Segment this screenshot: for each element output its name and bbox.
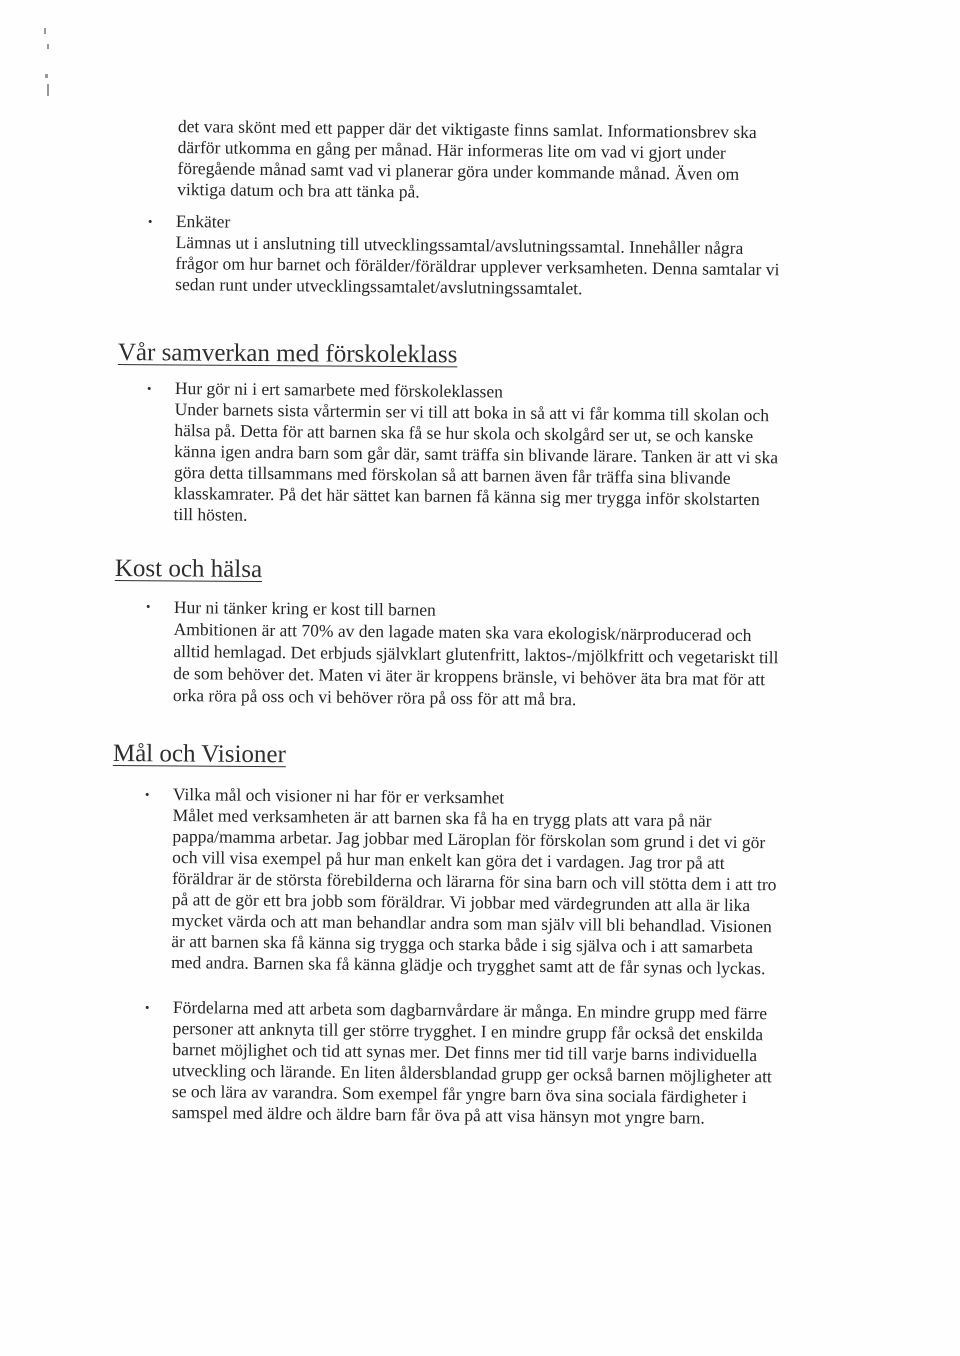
- text-line: föregående månad samt vad vi planerar göra under kommande månad. Även om: [177, 157, 740, 184]
- text-line: utveckling och lärande. En liten åldersblandad grupp ger också barnen möjligheter att: [172, 1059, 772, 1087]
- scan-mark: [47, 84, 49, 96]
- text-line: Fördelarna med att arbeta som dagbarnvårdare är många. En mindre grupp med färre: [172, 997, 768, 1024]
- section-heading-mal-och-visioner: Mål och Visioner: [112, 740, 287, 769]
- text-line: personer att anknyta till ger större trygghet. I en mindre grupp får också det enskilda: [172, 1017, 764, 1045]
- section-heading-kost: Kost och hälsa: [114, 555, 263, 584]
- text-line: Lämnas ut i anslutning till utvecklingssamtal/avslutningssamtal. Innehåller några: [175, 231, 744, 258]
- text-line: de som behöver det. Maten vi äter är kroppens bränsle, vi behöver äta bra mat för att: [173, 662, 766, 690]
- text-line: Målet med verksamheten är att barnen ska få ha en trygg plats att vara på när: [172, 804, 712, 831]
- bullet-item-enkater: [147, 211, 780, 301]
- text-line: till hösten.: [173, 503, 248, 525]
- text-line: se och lära av varandra. Som exempel får yngre barn öva sina sociala färdigheter i: [171, 1080, 747, 1108]
- text-line: göra detta tillsammans med förskolan så att barnen även får träffa sina blivande: [173, 461, 731, 488]
- text-line: alltid hemlagad. Det erbjuds självklart glutenfritt, laktos-/mjölkfritt och vegetariskt till: [173, 640, 779, 668]
- text-line: pappa/mamma arbetar. Jag jobbar med Läroplan för förskolan som grund i det vi gör: [172, 825, 766, 853]
- scan-mark: [45, 74, 48, 78]
- bullet-icon: •: [145, 598, 151, 614]
- text-line: med andra. Barnen ska få känna glädje och trygghet samt att de får synas och lyckas.: [171, 951, 766, 979]
- text-line: hälsa på. Detta för att barnen ska få se hur skola och skolgård ser ut, se och kanske: [174, 419, 754, 447]
- text-line: på att de gör ett bra jobb som föräldrar. Vi jobbar med värdegrunden att alla är lika: [171, 888, 751, 916]
- bullet-title: Vilka mål och visioner ni har för er verksamhet: [172, 784, 505, 808]
- text-line: orka röra på oss och vi behöver röra på oss för att må bra.: [172, 684, 577, 710]
- scan-mark: [47, 44, 49, 49]
- text-line: viktiga datum och bra att tänka på.: [177, 178, 420, 202]
- text-line: klasskamrater. På det här sättet kan barnen få känna sig mer trygga inför skolstarten: [173, 482, 760, 510]
- text-line: samspel med äldre och äldre barn får öva på att visa hänsyn mot yngre barn.: [171, 1101, 705, 1128]
- text-line: frågor om hur barnet och förälder/föräldrar upplever verksamheten. Denna samtalar vi: [175, 252, 780, 280]
- bullet-icon: •: [144, 786, 150, 802]
- section-heading-samverkan: Vår samverkan med förskoleklass: [117, 338, 458, 369]
- bullet-title: Hur gör ni i ert samarbete med förskoleklassen: [174, 378, 504, 402]
- bullet-item-forskoleklass: [146, 378, 779, 531]
- bullet-item-fordelar: [144, 997, 773, 1129]
- scan-mark: [44, 28, 46, 34]
- text-line: sedan runt under utvecklingssamtalet/avslutningssamtalet.: [175, 273, 583, 299]
- text-line: därför utkomma en gång per månad. Här informeras lite om vad vi gjort under: [177, 136, 726, 163]
- bullet-icon: •: [146, 380, 152, 396]
- text-line: Ambitionen är att 70% av den lagade maten ska vara ekologisk/närproducerad och: [173, 618, 752, 646]
- intro-paragraph: [177, 116, 757, 206]
- bullet-title: Enkäter: [175, 211, 231, 232]
- bullet-icon: •: [144, 999, 150, 1015]
- text-line: föräldrar är de största förebilderna och lärarna för sina barn och vill stötta dem i att tro: [171, 867, 777, 895]
- text-line: barnet möjlighet och tid att synas mer. Det finns mer tid till varje barns individuella: [172, 1038, 758, 1066]
- bullet-item-mal: [144, 784, 777, 979]
- bullet-item-kost: [145, 596, 779, 712]
- text-line: Under barnets sista vårtermin ser vi till att boka in så att vi får komma till skolan och: [174, 398, 770, 426]
- text-line: mycket värda och att man behandlar andra som man själv vill bli behandlad. Visionen: [171, 909, 772, 937]
- text-line: är att barnen ska få känna sig trygga och starka både i sig själva och i att samarbeta: [171, 930, 754, 958]
- text-line: känna igen andra barn som går där, samt träffa sin blivande lärare. Tanken är att vi ska: [174, 440, 779, 468]
- text-line: det vara skönt med ett papper där det viktigaste finns samlat. Informationsbrev ska: [177, 116, 757, 143]
- bullet-icon: •: [147, 213, 153, 229]
- bullet-title: Hur ni tänker kring er kost till barnen: [173, 596, 436, 620]
- text-line: och vill visa exempel på hur man enkelt kan göra det i vardagen. Jag tror på att: [172, 846, 725, 873]
